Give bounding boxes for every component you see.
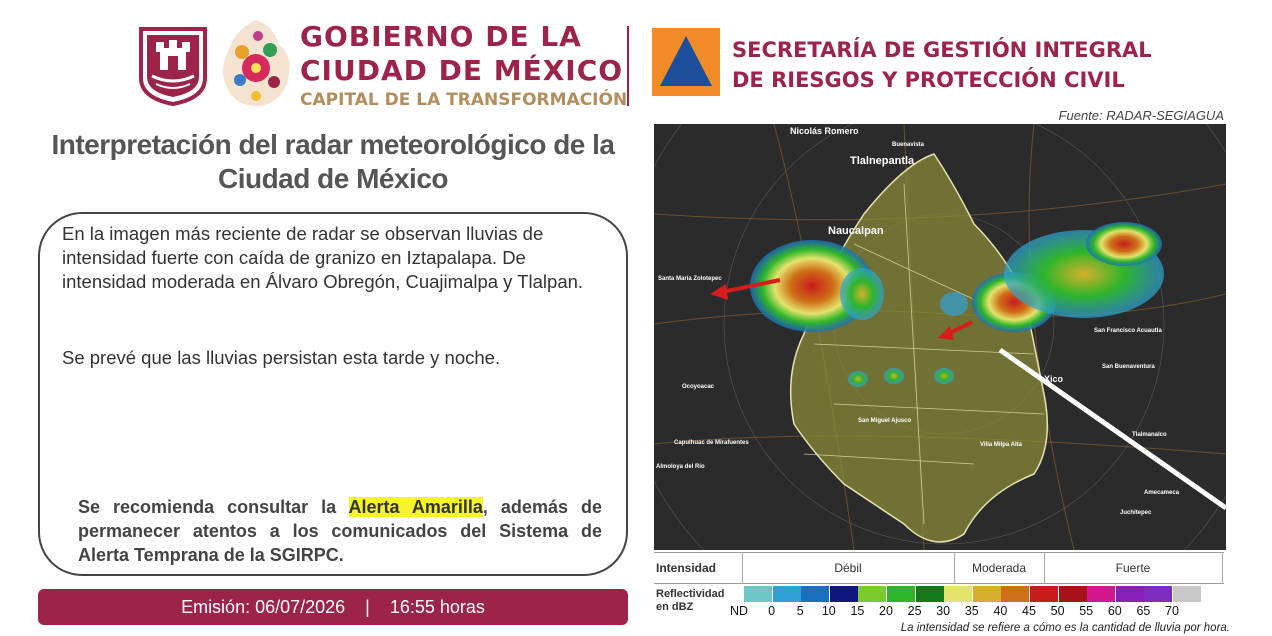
cdmx-shield-logo bbox=[138, 26, 208, 106]
radar-map bbox=[654, 124, 1226, 550]
radar-map-graphic bbox=[654, 124, 1226, 550]
legend-separator bbox=[1222, 553, 1223, 583]
map-label-ocoyoacac: Ocoyoacac bbox=[682, 384, 715, 390]
color-swatch bbox=[1030, 586, 1058, 602]
dbz-tick-label: 45 bbox=[1022, 604, 1036, 618]
intensity-strong: Fuerte bbox=[1115, 561, 1151, 575]
alert-highlight: Alerta Amarilla bbox=[348, 497, 483, 517]
map-label-almoloya: Almoloya del Río bbox=[656, 464, 705, 470]
intensity-label: Intensidad bbox=[656, 561, 717, 575]
government-name-line2: CIUDAD DE MÉXICO bbox=[300, 54, 624, 87]
map-label-tlalmanalco: Tlalmanalco bbox=[1132, 432, 1167, 438]
map-label-san-buenaventura: San Buenaventura bbox=[1102, 364, 1155, 370]
secretaria-name-line1: SECRETARÍA DE GESTIÓN INTEGRAL bbox=[732, 38, 1152, 62]
recommendation-text bbox=[78, 495, 602, 567]
dbz-tick-label: 0 bbox=[768, 604, 776, 618]
intensity-moderate: Moderada bbox=[971, 561, 1027, 575]
map-label-san-miguel: San Miguel Ajusco bbox=[858, 418, 912, 424]
emission-bar bbox=[38, 589, 628, 625]
emission-separator: | bbox=[365, 596, 370, 617]
map-label-villa-milpa: Villa Milpa Alta bbox=[980, 442, 1023, 448]
color-swatch bbox=[773, 586, 801, 602]
color-swatch bbox=[1087, 586, 1115, 602]
dbz-tick-label: 10 bbox=[821, 604, 836, 618]
intensity-row bbox=[654, 552, 1224, 584]
color-swatch bbox=[944, 586, 972, 602]
emission-time: 16:55 horas bbox=[389, 596, 485, 617]
reflectivity-label-line2: en dBZ bbox=[656, 601, 694, 613]
color-swatch bbox=[1059, 586, 1087, 602]
color-swatch bbox=[887, 586, 915, 602]
color-swatch bbox=[973, 586, 1001, 602]
map-label-santa-maria: Santa María Zolotepec bbox=[658, 276, 722, 282]
secretaria-name-line2: DE RIESGOS Y PROTECCIÓN CIVIL bbox=[732, 68, 1125, 92]
map-label-tlalnepantla: Tlalnepantla bbox=[850, 155, 915, 167]
color-swatch bbox=[1116, 586, 1144, 602]
map-label-amecameca: Amecameca bbox=[1144, 490, 1180, 496]
dbz-tick-label: 50 bbox=[1050, 604, 1065, 618]
color-swatch bbox=[744, 586, 772, 602]
map-label-naucalpan: Naucalpan bbox=[828, 225, 884, 237]
reflectivity-label bbox=[656, 588, 724, 614]
reflectivity-legend bbox=[654, 552, 1224, 618]
color-swatch bbox=[830, 586, 858, 602]
dbz-tick-label: 20 bbox=[879, 604, 893, 618]
map-label-capulhuac: Capulhuac de Mirafuentes bbox=[674, 440, 749, 446]
dbz-tick-label: 40 bbox=[993, 604, 1008, 618]
proteccion-civil-logo bbox=[652, 28, 720, 96]
government-slogan: CAPITAL DE LA TRANSFORMACIÓN bbox=[300, 90, 628, 110]
intensity-weak: Débil bbox=[834, 561, 862, 575]
dbz-tick-label: 25 bbox=[907, 604, 922, 618]
forecast-text: Se prevé que las lluvias persistan esta tarde y noche. bbox=[62, 347, 501, 368]
header-divider bbox=[627, 26, 629, 106]
map-label-juchitepec: Juchitepec bbox=[1120, 510, 1152, 516]
recommendation-prefix: Se recomienda consultar la bbox=[78, 497, 349, 517]
color-swatch bbox=[1144, 586, 1172, 602]
map-label-san-francisco: San Francisco Acuautla bbox=[1094, 328, 1162, 334]
color-swatch bbox=[1173, 586, 1201, 602]
dbz-tick-label: 65 bbox=[1136, 604, 1151, 618]
radar-source: Fuente: RADAR-SEGIAGUA bbox=[1058, 108, 1224, 123]
recommendation-suffix: , además de permanecer atentos a los comunicados del Sistema de Alerta Temprana de la SGIRPC. bbox=[78, 497, 602, 565]
dbz-tick-label: 70 bbox=[1165, 604, 1179, 618]
map-label-nicolas-romero: Nicolás Romero bbox=[790, 126, 859, 136]
color-swatch bbox=[858, 586, 886, 602]
dbz-tick-label: 35 bbox=[964, 604, 979, 618]
emission-date: Emisión: 06/07/2026 bbox=[181, 596, 346, 617]
cdmx-flower-logo bbox=[218, 16, 296, 110]
dbz-tick-label: 15 bbox=[850, 604, 865, 618]
color-swatch bbox=[916, 586, 944, 602]
dbz-tick-label: ND bbox=[729, 604, 749, 618]
map-label-xico: Xico bbox=[1044, 374, 1064, 384]
government-name-line1: GOBIERNO DE LA bbox=[300, 20, 582, 53]
color-swatch bbox=[801, 586, 829, 602]
legend-note: La intensidad se refiere a cómo es la cantidad de lluvia por hora. bbox=[900, 622, 1230, 634]
dbz-tick-label: 5 bbox=[796, 604, 804, 618]
dbz-tick-label: 60 bbox=[1107, 604, 1122, 618]
color-swatch bbox=[1001, 586, 1029, 602]
page-title: Interpretación del radar meteorológico de la Ciudad de México bbox=[51, 129, 615, 194]
reflectivity-label-line1: Reflectividad bbox=[656, 588, 725, 600]
dbz-tick-label: 30 bbox=[936, 604, 951, 618]
dbz-tick-label: 55 bbox=[1079, 604, 1094, 618]
radar-observation-text: En la imagen más reciente de radar se observan lluvias de intensidad fuerte con caída de granizo en Iztapalapa. De intensidad moderada en Álvaro Obregón, Cuajimalpa y Tlalpan. bbox=[62, 223, 584, 292]
map-label-buenavista: Buenavista bbox=[892, 142, 925, 148]
